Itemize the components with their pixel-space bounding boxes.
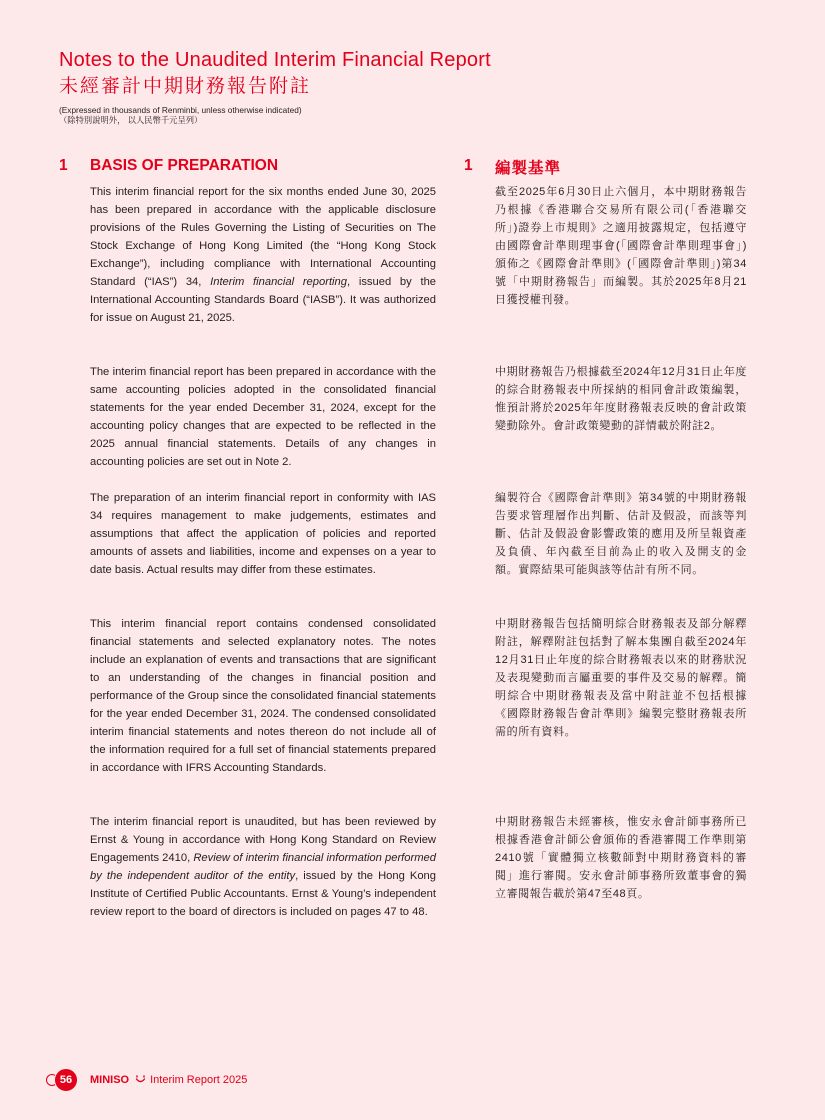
- brand-name: MINISO: [90, 1074, 130, 1086]
- paragraph-zh-5: [495, 813, 747, 903]
- paragraph-en-1: [90, 183, 436, 327]
- paragraph-zh-5-text: 中期財務報告未經審核，惟安永會計師事務所已根據香港會計師公會頒佈的香港審閱工作準則第2410號「實體獨立核數師對中期財務資料的審閱」進行審閱。安永會計師事務所致董事會的獨立審閱報告載於第47至48頁。: [495, 816, 747, 900]
- report-name: Interim Report 2025: [150, 1074, 248, 1086]
- page-title-en: Notes to the Unaudited Interim Financial Report: [59, 49, 491, 71]
- currency-note-zh: （除特別說明外， 以人民幣千元呈列）: [59, 115, 203, 125]
- paragraph-en-4-text: This interim financial report contains condensed consolidated financial statements and selected explanatory notes. The notes include an explanation of events and transactions that are significant to an understanding of the changes in financial position and performance of the Group since the consolidated financial statements for the year ended December 31, 2024. The condensed consolidated interim financial statements and notes thereon do not include all of the information required for a full set of financial statements prepared in accordance with IFRS Accounting Standards.: [90, 618, 436, 774]
- paragraph-en-5-part-a: The interim financial report is unaudited, but has been reviewed by Ernst & Young in accordance with Hong Kong Standard on Review Engagements 2410,: [90, 816, 436, 864]
- currency-note: [59, 105, 302, 125]
- paragraph-zh-3-text: 編製符合《國際會計準則》第34號的中期財務報告要求管理層作出判斷、估計及假設，而該等判斷、估計及假設會影響政策的應用及所呈報資產及負債、年內截至目前為止的收入及開支的金額。實際結果可能與該等估計有所不同。: [495, 492, 747, 576]
- paragraph-en-2: [90, 363, 436, 471]
- paragraph-en-4: [90, 615, 436, 777]
- paragraph-en-2-text: The interim financial report has been prepared in accordance with the same accounting policies adopted in the consolidated financial statements for the year ended December 31, 2024, except for the accounting policy changes that are expected to be reflected in the 2025 annual financial statements. Details of any changes in accounting policies are set out in Note 2.: [90, 366, 436, 468]
- paragraph-zh-4: [495, 615, 747, 741]
- paragraph-zh-4-text: 中期財務報告包括簡明綜合財務報表及部分解釋附註，解釋附註包括對了解本集團自截至2024年12月31日止年度的綜合財務報表以來的財務狀況及表現變動而言屬重要的事件及交易的解釋。簡明綜合中期財務報表及當中附註並不包括根據《國際財務報告會計準則》編製完整財務報表所需的所有資料。: [495, 618, 747, 738]
- section-number-zh: 1: [464, 157, 473, 174]
- paragraph-en-1-part-a: This interim financial report for the six months ended June 30, 2025 has been prepared in accordance with the applicable disclosure provisions of the Rules Governing the Listing of Securities on The Stock Exchange of Hong Kong Limited (the “Hong Kong Stock Exchange”), including compliance with International Accounting Standard (“IAS”) 34,: [90, 186, 436, 288]
- paragraph-en-1-part-b: , issued by the International Accounting Standards Board (“IASB”). It was authorized for issue on August 21, 2025.: [90, 276, 437, 324]
- section-title-zh: 編製基準: [495, 160, 562, 177]
- ias34-title: Interim financial reporting: [210, 276, 347, 288]
- page-number: 56: [54, 1068, 78, 1092]
- paragraph-zh-1-text: 截至2025年6月30日止六個月，本中期財務報告乃根據《香港聯合交易所有限公司(「香港聯交所」)證券上市規則》之適用披露規定，包括遵守由國際會計準則理事會(「國際會計準則理事會」)頒佈之《國際會計準則》(「國際會計準則」)第34號「中期財務報告」而編製。其於2025年8月21日獲授權刊發。: [495, 186, 747, 306]
- paragraph-zh-1: [495, 183, 747, 309]
- paragraph-en-5-part-b: , issued by the Hong Kong Institute of Certified Public Accountants. Ernst & Young’s independent review report to the board of directors is included on pages 47 to 48.: [90, 870, 436, 918]
- paragraph-zh-2-text: 中期財務報告乃根據截至2024年12月31日止年度的綜合財務報表中所採納的相同會計政策編製，惟預計將於2025年年度財務報表反映的會計政策變動除外。會計政策變動的詳情載於附註2。: [495, 366, 747, 432]
- paragraph-en-3: [90, 489, 436, 579]
- hksre2410-title: Review of interim financial information performed by the independent auditor of the entity: [90, 852, 437, 882]
- paragraph-en-3-text: The preparation of an interim financial report in conformity with IAS 34 requires management to make judgements, estimates and assumptions that affect the application of policies and reported amounts of assets and liabilities, income and expenses on a year to date basis. Actual results may differ from these estimates.: [90, 492, 436, 576]
- section-number-en: 1: [59, 157, 68, 174]
- paragraph-en-5: [90, 813, 436, 921]
- paragraph-zh-3: [495, 489, 747, 579]
- page-footer: [46, 1068, 247, 1092]
- smile-logo-icon: [135, 1074, 146, 1087]
- paragraph-zh-2: [495, 363, 747, 435]
- section-title-en: BASIS OF PREPARATION: [90, 157, 279, 174]
- page-title-zh: 未經審計中期財務報告附註: [59, 76, 312, 97]
- currency-note-en: (Expressed in thousands of Renminbi, unless otherwise indicated): [59, 105, 302, 115]
